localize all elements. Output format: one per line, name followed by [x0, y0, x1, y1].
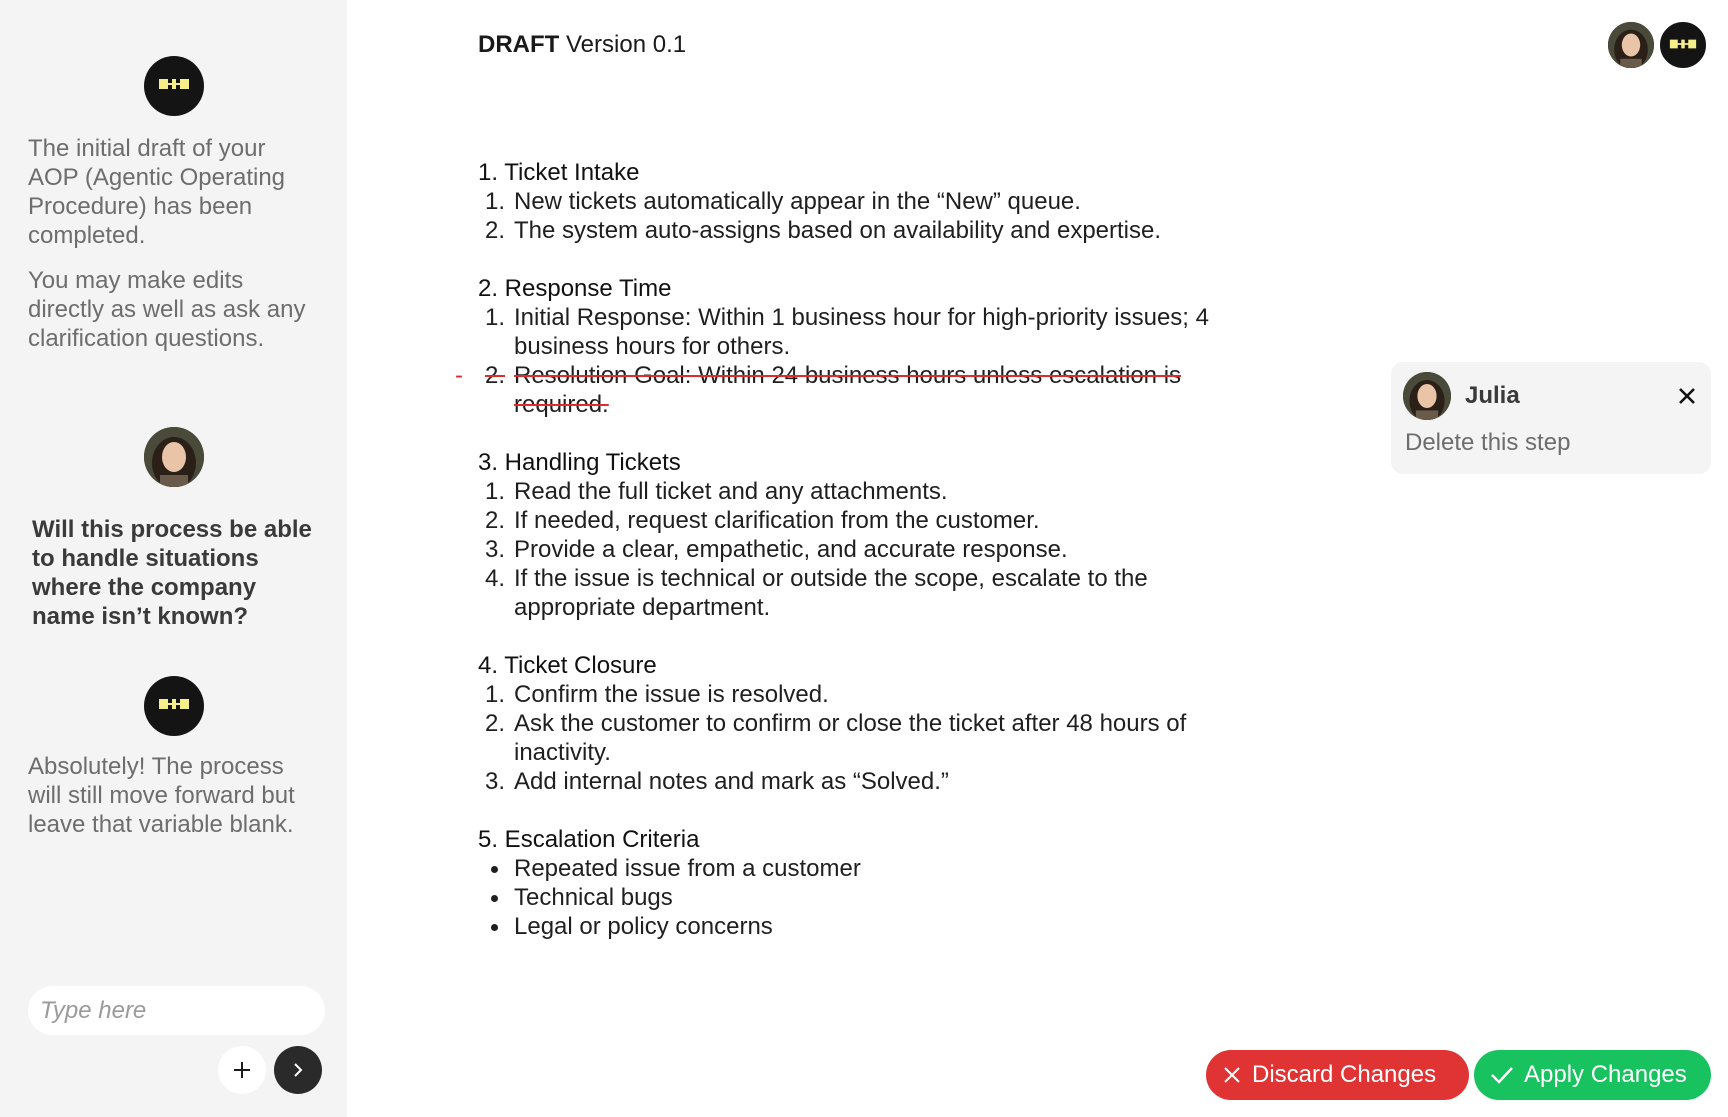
send-button[interactable]	[274, 1046, 322, 1094]
step-text: Confirm the issue is resolved.	[514, 681, 829, 708]
check-icon	[1490, 1065, 1514, 1085]
step-text: Resolution Goal: Within 24 business hours unless escalation is required.	[514, 362, 1182, 418]
assistant-avatar-icon[interactable]	[1658, 20, 1708, 70]
step-text: New tickets automatically appear in the “New” queue.	[514, 188, 1081, 215]
doc-step[interactable]	[478, 477, 1258, 506]
step-number: 2.	[485, 710, 506, 737]
doc-step[interactable]	[478, 767, 1258, 796]
step-number: 4.	[485, 565, 506, 592]
draft-label: DRAFT	[478, 31, 560, 58]
collaborator-avatars	[1606, 20, 1710, 70]
deleted-step[interactable]	[455, 361, 1258, 419]
doc-step[interactable]	[478, 709, 1258, 767]
plus-icon	[232, 1060, 252, 1080]
doc-section	[455, 274, 1258, 419]
doc-section	[478, 158, 1258, 245]
step-number: 3.	[485, 768, 506, 795]
step-number: 2.	[485, 362, 506, 389]
chevron-right-icon	[291, 1060, 305, 1080]
doc-step[interactable]	[478, 854, 1258, 883]
bullet-icon	[491, 924, 498, 931]
bullet-icon	[491, 866, 498, 873]
close-icon	[1222, 1065, 1242, 1085]
assistant-message-line: You may make edits directly as well as ask any clarification questions.	[28, 267, 306, 352]
chat-input[interactable]	[28, 986, 325, 1035]
doc-section	[478, 825, 1258, 941]
close-icon	[1675, 384, 1699, 408]
deletion-marker: -	[455, 362, 463, 389]
step-text: If needed, request clarification from the customer.	[514, 507, 1040, 534]
discard-changes-label: Discard Changes	[1252, 1061, 1437, 1088]
step-text: Read the full ticket and any attachments.	[514, 478, 948, 505]
doc-step[interactable]	[478, 912, 1258, 941]
step-text: Add internal notes and mark as “Solved.”	[514, 768, 949, 795]
section-title[interactable]: 3. Handling Tickets	[478, 449, 681, 476]
doc-step[interactable]	[478, 535, 1258, 564]
apply-changes-button[interactable]	[1474, 1050, 1711, 1100]
doc-step[interactable]	[478, 506, 1258, 535]
assistant-logo-icon	[144, 56, 204, 116]
section-title[interactable]: 5. Escalation Criteria	[478, 826, 700, 853]
doc-step[interactable]	[478, 216, 1258, 245]
step-number: 2.	[485, 507, 506, 534]
apply-changes-label: Apply Changes	[1524, 1061, 1687, 1088]
assistant-message	[28, 752, 318, 839]
step-text: Legal or policy concerns	[514, 913, 773, 940]
chat-sidebar	[0, 0, 347, 1117]
section-title[interactable]: 2. Response Time	[478, 275, 672, 302]
step-number: 3.	[485, 536, 506, 563]
doc-step[interactable]	[478, 883, 1258, 912]
comment-author-avatar	[1403, 372, 1451, 420]
doc-step[interactable]	[478, 564, 1258, 622]
assistant-message-line: Absolutely! The process will still move forward but leave that variable blank.	[28, 753, 295, 838]
discard-changes-button[interactable]	[1206, 1050, 1469, 1100]
step-number: 1.	[485, 478, 506, 505]
step-number: 1.	[485, 304, 506, 331]
step-text: If the issue is technical or outside the scope, escalate to the appropriate department.	[514, 565, 1148, 621]
step-text: Technical bugs	[514, 884, 673, 911]
doc-step[interactable]	[478, 680, 1258, 709]
close-comment-button[interactable]	[1675, 384, 1699, 408]
user-avatar[interactable]	[1606, 20, 1656, 70]
user-avatar	[144, 427, 204, 487]
comment-author: Julia	[1465, 382, 1520, 409]
comment-text: Delete this step	[1405, 429, 1571, 456]
doc-step[interactable]	[478, 187, 1258, 216]
step-number: 1.	[485, 188, 506, 215]
version-label: Version 0.1	[566, 31, 687, 58]
step-text: The system auto-assigns based on availability and expertise.	[514, 217, 1162, 244]
bullet-icon	[491, 895, 498, 902]
assistant-message-line: The initial draft of your AOP (Agentic Operating Procedure) has been completed.	[28, 135, 286, 249]
doc-section	[478, 651, 1258, 796]
step-text: Repeated issue from a customer	[514, 855, 861, 882]
step-text: Ask the customer to confirm or close the ticket after 48 hours of inactivity.	[514, 710, 1187, 766]
user-message: Will this process be able to handle situations where the company name isn’t known?	[32, 516, 312, 630]
assistant-message	[28, 134, 318, 353]
step-text: Initial Response: Within 1 business hour for high-priority issues; 4 business hours for others.	[514, 304, 1209, 360]
document-title	[478, 30, 686, 60]
comment-card	[1391, 362, 1711, 474]
section-title[interactable]: 4. Ticket Closure	[478, 652, 657, 679]
aop-document[interactable]	[455, 158, 1258, 970]
section-title[interactable]: 1. Ticket Intake	[478, 159, 640, 186]
add-attachment-button[interactable]	[218, 1046, 266, 1094]
step-number: 2.	[485, 217, 506, 244]
step-text: Provide a clear, empathetic, and accurate response.	[514, 536, 1068, 563]
step-number: 1.	[485, 681, 506, 708]
doc-section	[478, 448, 1258, 622]
doc-step[interactable]	[478, 303, 1258, 361]
assistant-logo-icon	[144, 676, 204, 736]
